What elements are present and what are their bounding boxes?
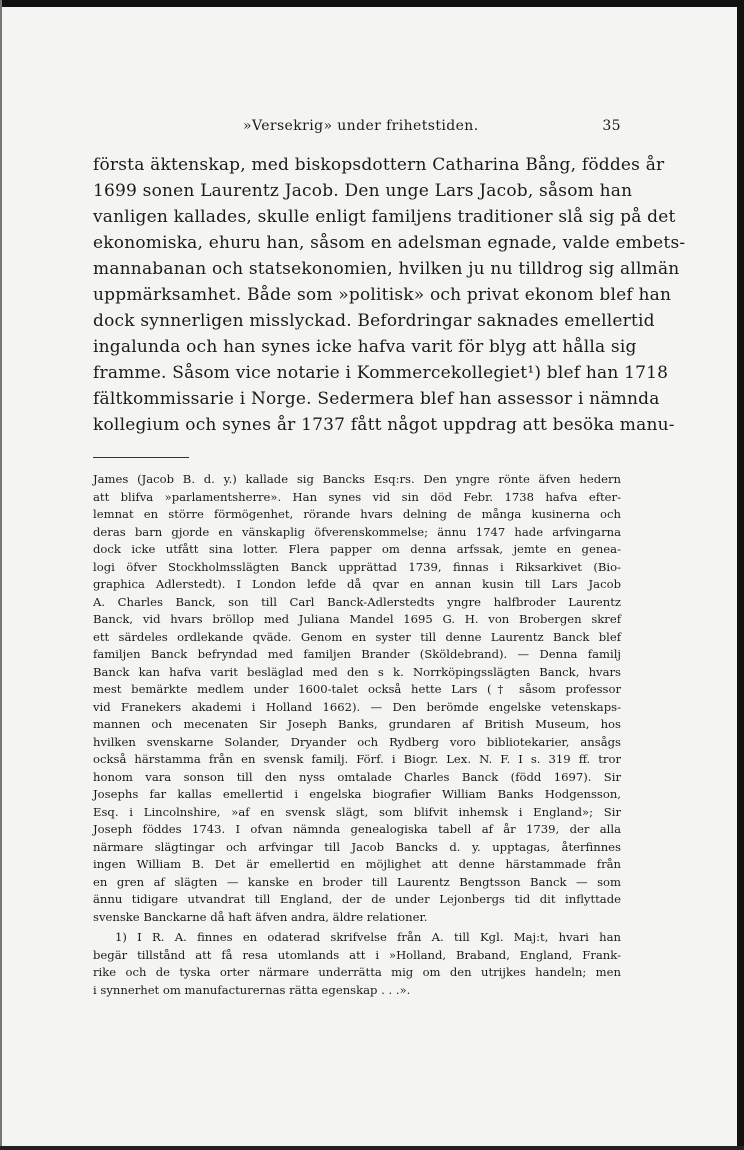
page-content: [93, 118, 686, 999]
scan-border-right: [737, 0, 744, 1150]
footnote-line: att blifva »parlamentsherre». Han synes vid sin död Febr. 1738 hafva efter-: [93, 489, 621, 504]
footnote-line: mest bemärkte medlem under 1600-talet också hette Lars († såsom professor: [93, 682, 621, 696]
footnote-line: lemnat en större förmögenhet, rörande hvars delning de många kusinerna och: [93, 507, 621, 521]
footnote-line: Josephs far kallas emellertid i engelska biografier William Banks Hodgensson,: [93, 787, 621, 801]
footnote-line: vid Franekers akademi i Holland 1662). — Den berömde engelske vetenskaps-: [93, 699, 621, 714]
body-line: uppmärksamhet. Både som »politisk» och privat ekonom blef han: [93, 285, 672, 305]
footnote-line: logi öfver Stockholmsslägten Banck upprättad 1739, finnas i Riksarkivet (Bio-: [93, 559, 621, 574]
footnote-line: A. Charles Banck, son till Carl Banck-Adlerstedts yngre halfbroder Laurentz: [93, 594, 621, 609]
running-title: »Versekrig» under frihetstiden.: [243, 118, 479, 134]
body-line: första äktenskap, med biskopsdottern Catharina Bång, föddes år: [93, 155, 665, 175]
footnote-1-line: 1) I R. A. finnes en odaterad skrifvelse från A. till Kgl. Maj:t, hvari han: [115, 930, 621, 944]
footnote-line: graphica Adlerstedt). I London lefde då qvar en annan kusin till Lars Jacob: [93, 577, 621, 591]
footnote-line: ett särdeles ordlekande qväde. Genom en syster till denne Laurentz Banck blef: [93, 629, 621, 644]
body-line: 1699 sonen Laurentz Jacob. Den unge Lars Jacob, såsom han: [93, 181, 633, 201]
scan-border-left: [0, 0, 2, 1150]
footnote-line: Esq. i Lincolnshire, »af en svensk slägt, som blifvit inhemsk i England»; Sir: [93, 804, 621, 819]
footnote-1-line: rike och de tyska orter närmare underrätta mig om den utrijkes handeln; men: [93, 965, 621, 979]
footnote-line: Joseph föddes 1743. I ofvan nämnda genealogiska tabell af år 1739, der alla: [93, 822, 621, 836]
footnotes: [93, 471, 621, 999]
body-line: mannabanan och statsekonomien, hvilken ju nu tilldrog sig allmän: [93, 259, 680, 279]
body-line: vanligen kallades, skulle enligt familjens traditioner slå sig på det: [93, 207, 676, 227]
footnote-line: mannen och mecenaten Sir Joseph Banks, grundaren af British Museum, hos: [93, 717, 621, 731]
body-line: kollegium och synes år 1737 fått något uppdrag att besöka manu-: [93, 415, 675, 435]
footnote-line: dock icke utfått sina lotter. Flera papper om denna arfssak, jemte en genea-: [93, 542, 621, 556]
footnote-line: honom vara sonson till den nyss omtalade Charles Banck (född 1697). Sir: [93, 769, 621, 784]
footnote-1-line: begär tillstånd att få resa utomlands att i »Holland, Braband, England, Frank-: [93, 947, 621, 962]
body-line: fältkommissarie i Norge. Sedermera blef han assessor i nämnda: [93, 389, 660, 409]
footnote-line: också härstamma från en svensk familj. Förf. i Biogr. Lex. N. F. I s. 319 ff. tror: [93, 752, 621, 766]
footnote-line: James (Jacob B. d. y.) kallade sig Bancks Esq:rs. Den yngre rönte äfven hedern: [93, 472, 621, 486]
footnote-line: Banck kan hafva varit besläglad med den s k. Norrköpingsslägten Banck, hvars: [93, 664, 621, 679]
footnote-line: deras barn gjorde en vänskaplig öfverenskommelse; ännu 1747 hade arfvingarna: [93, 524, 621, 539]
footnote-line: hvilken svenskarne Solander, Dryander och Rydberg voro bibliotekarier, ansågs: [93, 734, 621, 749]
footnote-divider: [93, 457, 189, 458]
footnote-line: svenske Banckarne då haft äfven andra, äldre relationer.: [93, 909, 428, 924]
body-line: ingalunda och han synes icke hafva varit för blyg att hålla sig: [93, 337, 637, 357]
page-number: 35: [602, 118, 621, 134]
footnote-line: en gren af slägten — kanske en broder till Laurentz Bengtsson Banck — som: [93, 874, 621, 889]
body-line: framme. Såsom vice notarie i Kommercekollegiet¹) blef han 1718: [93, 363, 669, 383]
scan-border-top: [0, 0, 744, 7]
body-line: ekonomiska, ehuru han, såsom en adelsman egnade, valde embets-: [93, 233, 686, 253]
running-header: [93, 118, 621, 142]
body-line: dock synnerligen misslyckad. Befordringar saknades emellertid: [93, 311, 655, 331]
footnote-line: ännu tidigare utvandrat till England, der de under Lejonbergs tid dit inflyttade: [93, 892, 621, 906]
footnote-line: ingen William B. Det är emellertid en möjlighet att denne härstammade från: [93, 857, 621, 871]
footnote-1-line: i synnerhet om manufacturernas rätta egenskap . . .».: [93, 982, 411, 997]
footnote-line: närmare slägtingar och arfvingar till Jacob Bancks d. y. upptagas, återfinnes: [93, 839, 621, 854]
footnote-line: Banck, vid hvars bröllop med Juliana Mandel 1695 G. H. von Brobergen skref: [93, 612, 621, 626]
body-text: [93, 152, 686, 438]
scan-border-bottom: [0, 1146, 744, 1150]
footnote-line: familjen Banck befryndad med familjen Brander (Sköldebrand). — Denna familj: [93, 647, 621, 661]
